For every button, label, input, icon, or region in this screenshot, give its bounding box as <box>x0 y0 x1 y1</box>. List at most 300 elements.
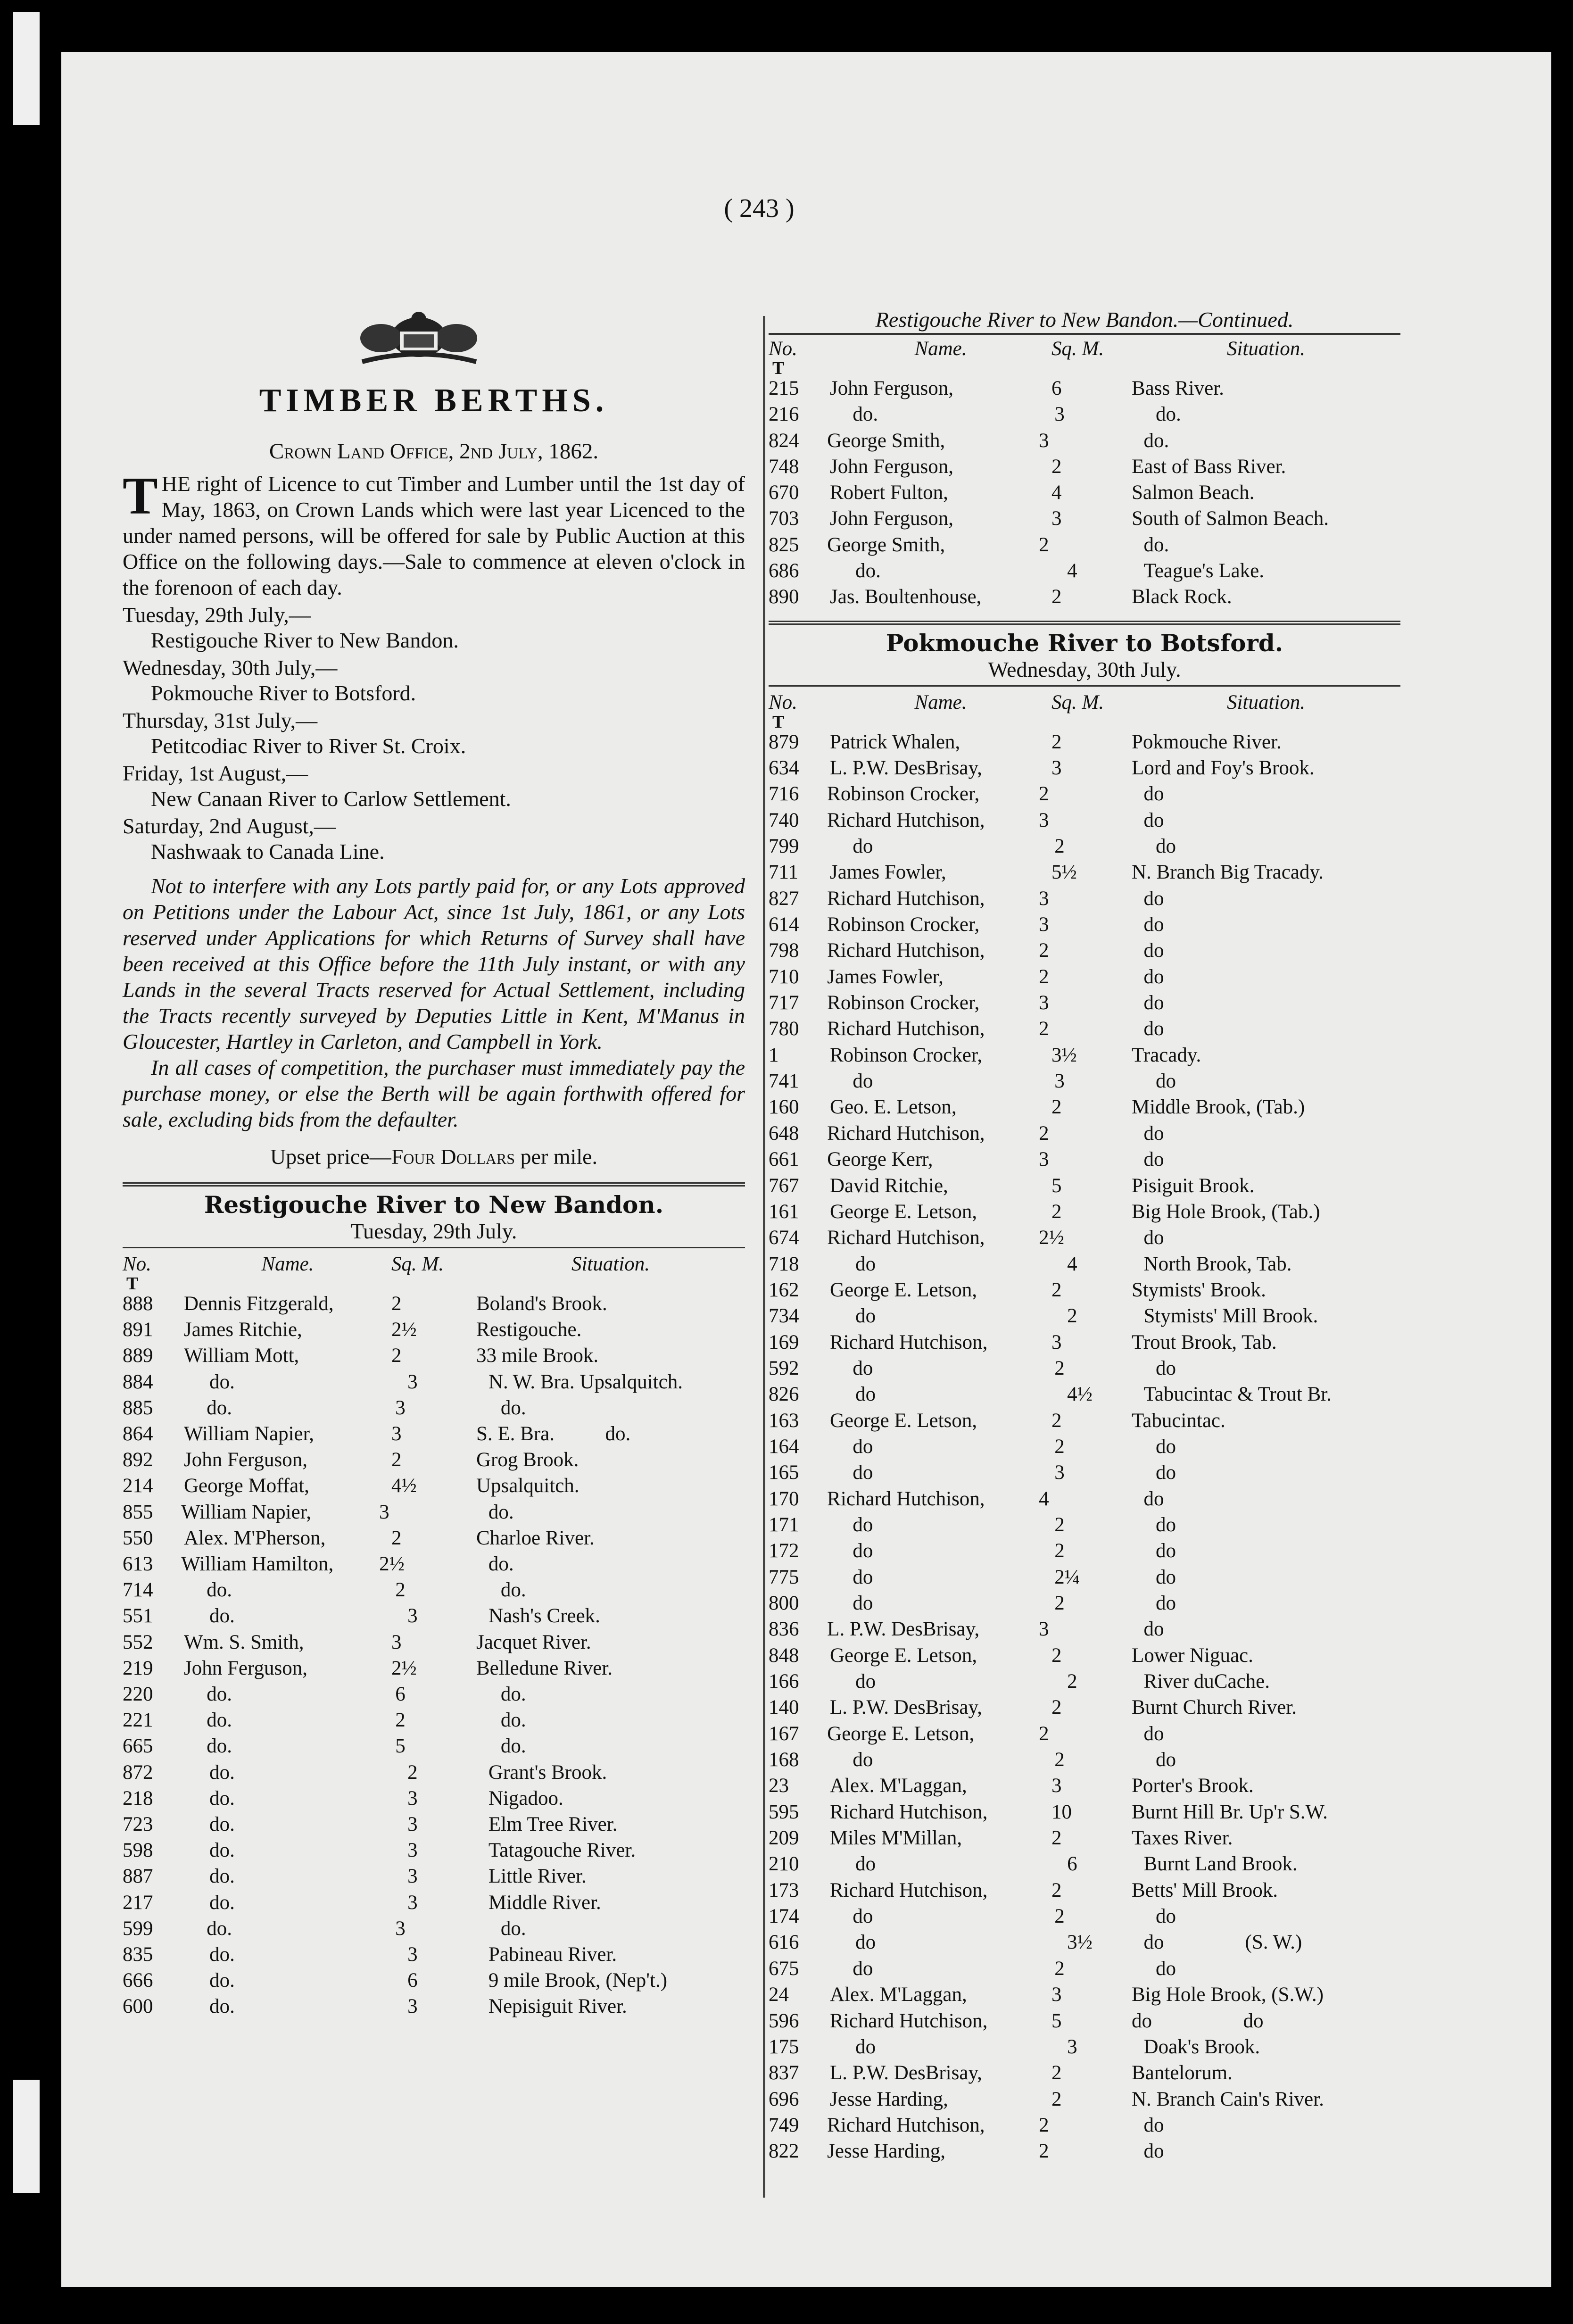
table-row <box>123 1291 745 1317</box>
row-situation: Salmon Beach. <box>1132 481 1255 504</box>
table-row <box>769 1747 1400 1773</box>
table-row <box>769 2112 1400 2138</box>
row-number: 775 <box>769 1566 799 1588</box>
row-name: George Kerr, <box>827 1148 933 1171</box>
table-row <box>769 1068 1400 1094</box>
intro-paragraph <box>123 467 745 600</box>
row-name: William Mott, <box>184 1345 299 1367</box>
row-number: 634 <box>769 757 799 780</box>
row-number: 161 <box>769 1200 799 1223</box>
row-number: 666 <box>123 1969 153 1992</box>
row-number: 550 <box>123 1527 153 1549</box>
row-situation: do <box>1156 1957 1176 1980</box>
row-situation: do <box>1143 2140 1164 2163</box>
row-number: 827 <box>769 887 799 910</box>
row-name: David Ritchie, <box>830 1174 948 1197</box>
table-row <box>769 1408 1400 1434</box>
row-name: do. <box>207 1683 232 1706</box>
table-header <box>123 1252 745 1277</box>
row-name: do. <box>207 1917 232 1940</box>
row-sq-miles: 2 <box>391 1527 402 1549</box>
section-rule <box>769 685 1400 687</box>
row-sq-miles: 2 <box>1051 1879 1062 1901</box>
row-sq-miles: 3½ <box>1051 1044 1077 1066</box>
table-row <box>769 1277 1400 1303</box>
table-row <box>769 1616 1400 1642</box>
heading-timber-berths: TIMBER BERTHS. <box>259 382 609 419</box>
row-sq-miles: 2 <box>1039 939 1049 962</box>
row-name: Robinson Crocker, <box>827 783 980 805</box>
row-situation: Porter's Brook. <box>1132 1775 1254 1797</box>
table-row <box>769 1877 1400 1903</box>
row-sq-miles: 2 <box>1039 965 1049 988</box>
row-name: John Ferguson, <box>184 1657 308 1679</box>
row-number: 826 <box>769 1383 799 1406</box>
crest-ornament <box>353 309 485 370</box>
row-number: 170 <box>769 1487 799 1510</box>
row-sq-miles: 2 <box>1054 1357 1065 1379</box>
header-no: No. <box>769 691 797 714</box>
row-situation: River duCache. <box>1143 1670 1270 1693</box>
row-sq-miles: 4½ <box>391 1475 417 1497</box>
table-row <box>769 2086 1400 2112</box>
row-situation: Stymists' Brook. <box>1132 1278 1266 1301</box>
row-name: do <box>853 1540 873 1562</box>
row-sq-miles: 2 <box>1054 1905 1065 1928</box>
row-number: 214 <box>123 1475 153 1497</box>
row-name: Richard Hutchison, <box>827 809 985 831</box>
row-number: 160 <box>769 1096 799 1119</box>
row-sq-miles: 5½ <box>1051 861 1077 884</box>
row-situation: Burnt Church River. <box>1132 1696 1297 1719</box>
row-name: Richard Hutchison, <box>827 1018 985 1040</box>
row-number: 824 <box>769 429 799 452</box>
table-row <box>123 1577 745 1603</box>
row-sq-miles: 3 <box>407 1605 418 1627</box>
table-row <box>769 1590 1400 1616</box>
row-name: do. <box>209 1995 235 2018</box>
row-sq-miles: 3 <box>1039 913 1049 936</box>
row-number: 1 <box>769 1044 779 1066</box>
row-number: 780 <box>769 1018 799 1040</box>
row-sq-miles: 3½ <box>1067 1931 1093 1954</box>
section-title-pokmouche: Pokmouche River to Botsford. <box>886 629 1283 657</box>
row-sq-miles: 4 <box>1067 560 1077 582</box>
row-situation: Pokmouche River. <box>1132 730 1282 753</box>
row-situation: Pabineau River. <box>488 1943 617 1966</box>
row-sq-miles: 10 <box>1051 1801 1072 1823</box>
row-sq-miles: 4 <box>1039 1487 1049 1510</box>
row-situation: do <box>1143 1487 1164 1510</box>
row-situation: do. <box>488 1553 514 1576</box>
schedule-day: Wednesday, 30th July,— <box>123 656 338 680</box>
row-situation: Boland's Brook. <box>476 1293 607 1315</box>
row-number: 598 <box>123 1839 153 1862</box>
row-number: 885 <box>123 1396 153 1419</box>
row-name: do <box>853 1461 873 1484</box>
row-sq-miles: 6 <box>1067 1853 1077 1876</box>
t-mark: T <box>772 358 785 378</box>
row-sq-miles: 3 <box>1039 429 1049 452</box>
row-number: 887 <box>123 1865 153 1888</box>
table-row <box>769 1381 1400 1407</box>
row-sq-miles: 2 <box>1054 1749 1065 1771</box>
row-number: 616 <box>769 1931 799 1954</box>
row-situation: N. Branch Cain's River. <box>1132 2088 1324 2110</box>
table-row <box>769 1486 1400 1512</box>
row-situation: Nigadoo. <box>488 1787 563 1809</box>
row-sq-miles: 2 <box>1039 1122 1049 1145</box>
row-sq-miles: 5 <box>1051 1174 1062 1197</box>
row-name: do. <box>209 1839 235 1862</box>
row-number: 221 <box>123 1709 153 1732</box>
row-name: George E. Letson, <box>830 1200 977 1223</box>
row-situation: Tabucintac. <box>1132 1409 1225 1432</box>
row-number: 674 <box>769 1227 799 1249</box>
row-number: 209 <box>769 1827 799 1850</box>
row-name: do. <box>209 1969 235 1992</box>
row-number: 710 <box>769 965 799 988</box>
row-situation: Stymists' Mill Brook. <box>1143 1305 1318 1328</box>
schedule-route: Pokmouche River to Botsford. <box>151 681 416 705</box>
row-situation: do. <box>500 1683 526 1706</box>
row-situation: Restigouche. <box>476 1319 582 1341</box>
row-situation: Lord and Foy's Brook. <box>1132 757 1315 780</box>
row-name: do <box>855 1853 876 1876</box>
table-row <box>769 1668 1400 1694</box>
row-number: 891 <box>123 1319 153 1341</box>
row-sq-miles: 3 <box>1067 2035 1077 2058</box>
row-situation: Tatagouche River. <box>488 1839 636 1862</box>
table-row <box>123 1603 745 1629</box>
row-situation: do <box>1156 1566 1176 1588</box>
notice-paragraph-lots: Not to interfere with any Lots partly paid for, or any Lots approved on Petitions under the Labour Act, since 1st July, 1861, or any Lots reserved under Applications for which Returns of Survey shall have been received at this Office before the 11th July instant, or with any Lands in the several Tracts reserved for Actual Settlement, including the Tracts recently surveyed by Deputies Little in Kent, M'Manus in Gloucester, Hartley in Carleton, and Campbell in York. <box>123 874 745 1054</box>
row-number: 613 <box>123 1553 153 1576</box>
row-situation: do. <box>500 1396 526 1419</box>
row-situation: Belledune River. <box>476 1657 613 1679</box>
table-row <box>769 1303 1400 1329</box>
table-header <box>769 337 1400 361</box>
row-situation: do. <box>1143 429 1169 452</box>
row-sq-miles: 3 <box>395 1917 406 1940</box>
table-row <box>769 401 1400 427</box>
table-row <box>123 1811 745 1837</box>
row-number: 825 <box>769 533 799 556</box>
table-row <box>769 375 1400 401</box>
row-sq-miles: 2 <box>1054 1540 1065 1562</box>
row-sq-miles: 2 <box>1039 783 1049 805</box>
schedule-item <box>123 602 745 653</box>
row-situation: East of Bass River. <box>1132 455 1286 478</box>
row-number: 675 <box>769 1957 799 1980</box>
header-situation: Situation. <box>1226 691 1306 714</box>
row-sq-miles: 2½ <box>379 1553 405 1576</box>
row-number: 595 <box>769 1801 799 1823</box>
row-situation: Bass River. <box>1132 377 1224 399</box>
row-situation: do <box>1143 783 1164 805</box>
row-number: 219 <box>123 1657 153 1679</box>
row-number: 171 <box>769 1513 799 1536</box>
upset-price-line <box>123 1144 745 1170</box>
row-situation: Trout Brook, Tab. <box>1132 1331 1277 1353</box>
row-number: 835 <box>123 1943 153 1966</box>
row-name: do. <box>209 1787 235 1809</box>
table-row <box>769 964 1400 990</box>
row-number: 165 <box>769 1461 799 1484</box>
row-sq-miles: 6 <box>407 1969 418 1992</box>
row-situation: Middle Brook, (Tab.) <box>1132 1096 1305 1119</box>
schedule-item <box>123 761 745 812</box>
row-number: 822 <box>769 2140 799 2163</box>
row-name: do <box>853 1905 873 1928</box>
row-name: Miles M'Millan, <box>830 1827 962 1850</box>
table-row <box>769 1120 1400 1146</box>
row-sq-miles: 2 <box>1051 1827 1062 1850</box>
intro-text: HE right of Licence to cut Timber and Lumber until the 1st day of May, 1863, on Crown Lands which were last year Licenced to the under named persons, will be offered for sale by Public Auction at this Office on the following days.—Sale to commence at eleven o'clock in the forenoon of each day. <box>123 472 745 599</box>
row-situation: Nepisiguit River. <box>488 1995 627 2018</box>
row-number: 169 <box>769 1331 799 1353</box>
row-name: John Ferguson, <box>830 377 954 399</box>
row-name: do. <box>209 1865 235 1888</box>
row-situation: do <box>1156 1749 1176 1771</box>
row-number: 703 <box>769 507 799 530</box>
row-name: do <box>855 1383 876 1406</box>
row-sq-miles: 2 <box>1051 1409 1062 1432</box>
row-name: do. <box>209 1813 235 1836</box>
row-name: do. <box>855 560 881 582</box>
table-row <box>123 1785 745 1811</box>
table-row <box>769 584 1400 610</box>
row-sq-miles: 3 <box>1054 403 1065 426</box>
row-sq-miles: 2 <box>395 1709 406 1732</box>
right-column <box>769 307 1400 2165</box>
table-row <box>769 1851 1400 1877</box>
row-situation: do. <box>1156 403 1181 426</box>
row-situation: Lower Niguac. <box>1132 1644 1253 1667</box>
header-sq: Sq. M. <box>1051 338 1104 360</box>
header-sq: Sq. M. <box>391 1253 444 1275</box>
row-sq-miles: 3 <box>1039 887 1049 910</box>
table-row <box>769 859 1400 885</box>
table-row <box>769 807 1400 833</box>
row-situation: do <box>1143 1227 1164 1249</box>
table-row <box>769 1094 1400 1120</box>
row-sq-miles: 2 <box>1051 586 1062 608</box>
table-row <box>769 1460 1400 1486</box>
row-number: 836 <box>769 1618 799 1641</box>
row-number: 665 <box>123 1735 153 1758</box>
row-number: 210 <box>769 1853 799 1876</box>
table-row <box>769 1329 1400 1355</box>
row-number: 749 <box>769 2114 799 2136</box>
row-sq-miles: 2 <box>391 1449 402 1471</box>
binding-tab-bottom <box>13 2080 40 2193</box>
table-row <box>123 1343 745 1369</box>
table-row <box>769 886 1400 912</box>
row-situation: Bantelorum. <box>1132 2062 1233 2084</box>
table-row <box>123 1499 745 1525</box>
row-situation: do do <box>1132 2009 1264 2032</box>
schedule-day: Saturday, 2nd August,— <box>123 814 336 838</box>
row-sq-miles: 2 <box>1054 1592 1065 1615</box>
row-situation: do <box>1156 835 1176 858</box>
row-number: 872 <box>123 1761 153 1784</box>
row-situation: do <box>1143 1148 1164 1171</box>
table-row <box>769 1773 1400 1799</box>
row-situation: do <box>1156 1905 1176 1928</box>
table-row <box>123 1655 745 1681</box>
row-sq-miles: 3 <box>1051 757 1062 780</box>
row-sq-miles: 4 <box>1067 1253 1077 1275</box>
row-sq-miles: 2 <box>1054 1435 1065 1458</box>
row-sq-miles: 3 <box>1051 1775 1062 1797</box>
table-row <box>769 1903 1400 1929</box>
row-number: 599 <box>123 1917 153 1940</box>
row-number: 799 <box>769 835 799 858</box>
row-name: Patrick Whalen, <box>830 730 960 753</box>
row-name: George E. Letson, <box>830 1278 977 1301</box>
row-number: 218 <box>123 1787 153 1809</box>
row-name: do <box>853 1070 873 1093</box>
row-situation: do <box>1143 992 1164 1014</box>
row-sq-miles: 2 <box>395 1579 406 1602</box>
table-row <box>769 912 1400 938</box>
table-row <box>123 1942 745 1967</box>
row-name: Richard Hutchison, <box>827 1122 985 1145</box>
row-sq-miles: 3 <box>1039 992 1049 1014</box>
row-name: Geo. E. Letson, <box>830 1096 957 1119</box>
table-row <box>769 532 1400 558</box>
table-row <box>123 1863 745 1889</box>
header-sq: Sq. M. <box>1051 691 1104 714</box>
table-row <box>769 480 1400 506</box>
row-name: do <box>855 1253 876 1275</box>
row-number: 596 <box>769 2009 799 2032</box>
table-row <box>123 1993 745 2019</box>
header-name: Name. <box>261 1253 314 1275</box>
row-name: William Napier, <box>181 1501 312 1523</box>
row-number: 884 <box>123 1370 153 1393</box>
row-number: 162 <box>769 1278 799 1301</box>
row-sq-miles: 2½ <box>1039 1227 1064 1249</box>
row-situation: do <box>1156 1461 1176 1484</box>
row-situation: Upsalquitch. <box>476 1475 580 1497</box>
row-number: 890 <box>769 586 799 608</box>
row-number: 888 <box>123 1293 153 1315</box>
row-name: do <box>853 1592 873 1615</box>
office-dateline: Crown Land Office, 2nd July, 1862. <box>269 439 599 464</box>
row-number: 174 <box>769 1905 799 1928</box>
table-row <box>769 781 1400 807</box>
row-number: 175 <box>769 2035 799 2058</box>
row-sq-miles: 3 <box>407 1370 418 1393</box>
row-sq-miles: 3 <box>407 1839 418 1862</box>
row-sq-miles: 2 <box>1067 1305 1077 1328</box>
double-rule <box>769 621 1400 630</box>
row-situation: do <box>1156 1540 1176 1562</box>
row-sq-miles: 3 <box>1051 1331 1062 1353</box>
row-sq-miles: 6 <box>1051 377 1062 399</box>
row-number: 879 <box>769 730 799 753</box>
schedule-route: Restigouche River to New Bandon. <box>151 628 459 652</box>
table-row <box>769 1643 1400 1668</box>
table-row <box>769 1538 1400 1564</box>
row-situation: do. <box>488 1501 514 1523</box>
table-row <box>123 1837 745 1863</box>
row-number: 800 <box>769 1592 799 1615</box>
row-name: John Ferguson, <box>184 1449 308 1471</box>
row-number: 892 <box>123 1449 153 1471</box>
table-row <box>123 1916 745 1942</box>
table-row <box>769 1721 1400 1747</box>
header-situation: Situation. <box>1226 338 1306 360</box>
schedule-route: New Canaan River to Carlow Settlement. <box>151 787 511 811</box>
row-number: 837 <box>769 2062 799 2084</box>
row-sq-miles: 2 <box>1039 1722 1049 1745</box>
schedule-day: Thursday, 31st July,— <box>123 708 318 732</box>
row-situation: do <box>1143 1618 1164 1641</box>
row-number: 164 <box>769 1435 799 1458</box>
row-sq-miles: 2 <box>1051 2062 1062 2084</box>
row-name: do <box>853 1566 873 1588</box>
schedule-item <box>123 708 745 759</box>
row-name: do. <box>853 403 878 426</box>
row-sq-miles: 2 <box>1039 2140 1049 2163</box>
row-name: James Fowler, <box>827 965 944 988</box>
table-row <box>123 1525 745 1551</box>
row-name: William Hamilton, <box>181 1553 334 1576</box>
row-sq-miles: 3 <box>1054 1070 1065 1093</box>
page-number: ( 243 ) <box>724 194 795 223</box>
binding-tab-top <box>13 12 40 125</box>
row-number: 718 <box>769 1253 799 1275</box>
sale-schedule <box>123 602 745 864</box>
table-row <box>769 1199 1400 1225</box>
row-name: George E. Letson, <box>830 1644 977 1667</box>
row-sq-miles: 4 <box>1051 481 1062 504</box>
row-situation: do <box>1143 2114 1164 2136</box>
row-situation: do <box>1143 1122 1164 1145</box>
table-row <box>769 1512 1400 1538</box>
row-name: Alex. M'Laggan, <box>830 1984 967 2006</box>
table-row <box>123 1395 745 1421</box>
row-situation: Tabucintac & Trout Br. <box>1143 1383 1332 1406</box>
row-sq-miles: 3 <box>407 1787 418 1809</box>
row-sq-miles: 2 <box>1054 1957 1065 1980</box>
row-name: Richard Hutchison, <box>827 887 985 910</box>
row-sq-miles: 2 <box>1054 1513 1065 1536</box>
row-situation: do <box>1156 1070 1176 1093</box>
row-situation: Grog Brook. <box>476 1449 579 1471</box>
row-sq-miles: 2 <box>1067 1670 1077 1693</box>
row-situation: do <box>1156 1592 1176 1615</box>
row-number: 740 <box>769 809 799 831</box>
row-number: 168 <box>769 1749 799 1771</box>
row-situation: Doak's Brook. <box>1143 2035 1260 2058</box>
row-sq-miles: 3 <box>407 1813 418 1836</box>
row-name: L. P.W. DesBrisay, <box>830 757 982 780</box>
restigouche-table <box>123 1291 745 2020</box>
row-number: 552 <box>123 1631 153 1653</box>
table-row <box>769 1146 1400 1172</box>
row-name: do. <box>209 1943 235 1966</box>
row-sq-miles: 3 <box>379 1501 389 1523</box>
row-situation: North Brook, Tab. <box>1143 1253 1292 1275</box>
table-row <box>769 1042 1400 1068</box>
row-name: do <box>855 2035 876 2058</box>
row-sq-miles: 3 <box>1039 1618 1049 1641</box>
row-number: 216 <box>769 403 799 426</box>
